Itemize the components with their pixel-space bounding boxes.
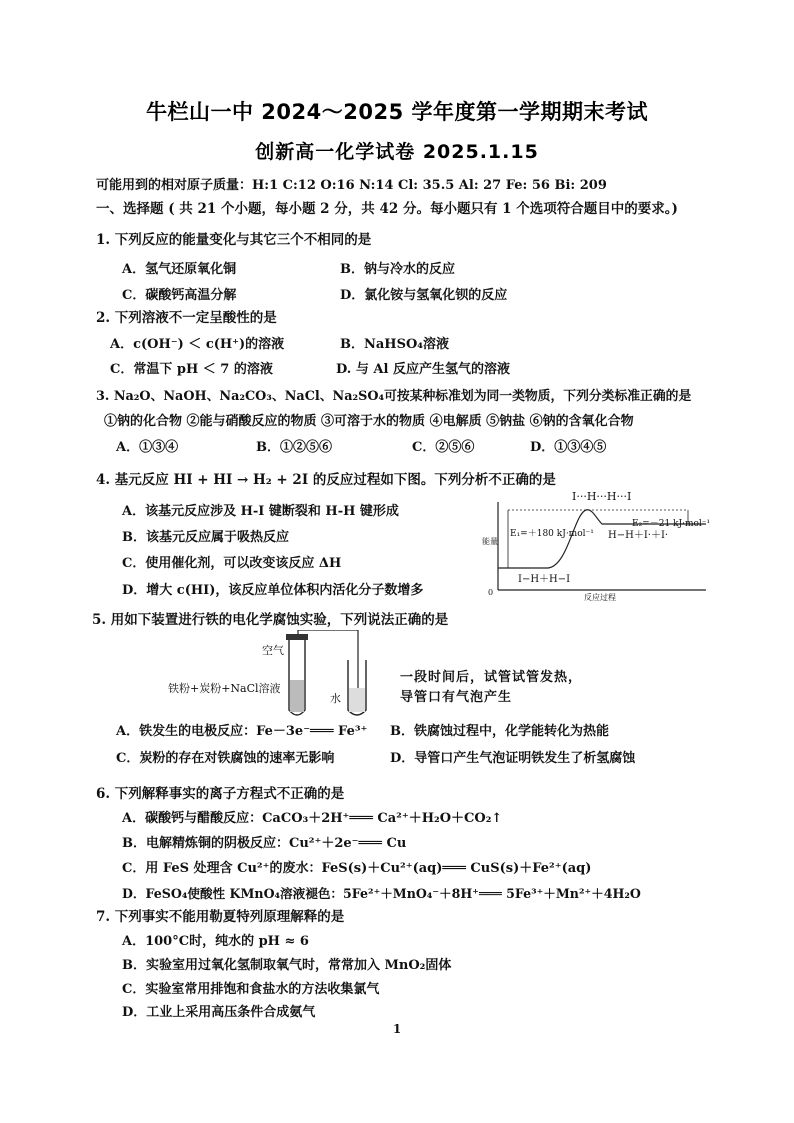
- water-level: [349, 688, 365, 712]
- stopper: [286, 634, 308, 640]
- question-1-option-d: D．氯化铵与氢氧化钡的反应: [340, 288, 508, 303]
- question-4-option-a: A．该基元反应涉及 H-I 键断裂和 H-H 键形成: [122, 504, 399, 519]
- e2-label: E₂=－21 kJ·mol⁻¹: [632, 519, 711, 529]
- question-5-stem: 5. 用如下装置进行铁的电化学腐蚀实验，下列说法正确的是: [92, 612, 449, 628]
- question-2-option-b: B．NaHSO₄溶液: [340, 337, 449, 352]
- section-heading: 一、选择题 ( 共 21 个小题，每小题 2 分，共 42 分。每小题只有 1 个选项符合题目中的要求。): [96, 201, 678, 217]
- atomic-masses: 可能用到的相对原子质量：H:1 C:12 O:16 N:14 Cl: 35.5 Al: 27 Fe: 56 Bi: 209: [96, 178, 607, 193]
- question-6-option-d: D．FeSO₄使酸性 KMnO₄溶液褪色：5Fe²⁺＋MnO₄⁻＋8H⁺═══ 5Fe³⁺＋Mn²⁺＋4H₂O: [122, 886, 641, 901]
- question-1-option-a: A．氢气还原氧化铜: [122, 262, 237, 277]
- observation-note-1: 一段时间后，试管试管发热，: [400, 670, 583, 685]
- air-label: 空气: [262, 644, 284, 657]
- question-2-option-a: A．c(OH⁻) ＜ c(H⁺)的溶液: [110, 337, 285, 352]
- products-label: H−H＋I·＋I·: [608, 530, 669, 541]
- x-axis-label: 反应过程: [584, 593, 616, 602]
- question-5-option-c: C．炭粉的存在对铁腐蚀的速率无影响: [116, 751, 335, 766]
- question-5-option-a: A．铁发生的电极反应：Fe－3e⁻═══ Fe³⁺: [116, 724, 368, 739]
- transition-state-label: I···H···H···I: [572, 490, 632, 503]
- question-4-option-c: C．使用催化剂，可以改变该反应 ΔH: [122, 556, 342, 571]
- reactants-label: I−H＋H−I: [518, 574, 571, 585]
- question-3-option-c: C．②⑤⑥: [412, 440, 475, 455]
- page-number: 1: [392, 1022, 402, 1036]
- observation-note-2: 导管口有气泡产生: [400, 690, 513, 705]
- question-6-stem: 6. 下列解释事实的离子方程式不正确的是: [96, 786, 345, 802]
- iron-mixture: [290, 680, 304, 712]
- question-6-option-c: C．用 FeS 处理含 Cu²⁺的废水：FeS(s)＋Cu²⁺(aq)═══ CuS(s)＋Fe²⁺(aq): [122, 861, 592, 876]
- question-4-option-b: B．该基元反应属于吸热反应: [122, 530, 289, 545]
- question-7-option-c: C．实验室常用排饱和食盐水的方法收集氯气: [122, 982, 380, 997]
- question-3-criteria: ①钠的化合物 ②能与硝酸反应的物质 ③可溶于水的物质 ④电解质 ⑤钠盐 ⑥钠的含氧化合物: [104, 414, 634, 429]
- exam-title: 牛栏山一中 2024～2025 学年度第一学期期末考试: [145, 100, 648, 124]
- mixture-label: 铁粉+炭粉+NaCl溶液: [168, 682, 281, 695]
- question-6-option-a: A．碳酸钙与醋酸反应：CaCO₃＋2H⁺═══ Ca²⁺＋H₂O＋CO₂↑: [122, 811, 503, 826]
- question-7-option-d: D．工业上采用高压条件合成氨气: [122, 1005, 316, 1020]
- origin-label: 0: [488, 588, 494, 597]
- y-axis-label: 能量: [482, 537, 498, 546]
- question-4-option-d: D．增大 c(HI)，该反应单位体积内活化分子数增多: [122, 583, 424, 598]
- question-3-option-b: B．①②⑤⑥: [256, 440, 332, 455]
- question-2-option-d: D. 与 Al 反应产生氢气的溶液: [336, 362, 510, 377]
- question-5-option-b: B．铁腐蚀过程中，化学能转化为热能: [390, 724, 609, 739]
- question-1-stem: 1. 下列反应的能量变化与其它三个不相同的是: [96, 232, 372, 248]
- question-1-option-c: C．碳酸钙高温分解: [122, 288, 237, 303]
- question-3-option-d: D．①③④⑤: [530, 440, 607, 455]
- question-2-option-c: C．常温下 pH ＜ 7 的溶液: [110, 362, 273, 377]
- energy-profile-diagram: [482, 490, 711, 602]
- corrosion-apparatus: [168, 630, 398, 720]
- question-3-option-a: A．①③④: [116, 440, 179, 455]
- question-3-stem: 3. Na₂O、NaOH、Na₂CO₃、NaCl、Na₂SO₄可按某种标准划为同一类物质，下列分类标准正确的是: [96, 389, 692, 404]
- water-label: 水: [330, 692, 341, 705]
- question-5-option-d: D．导管口产生气泡证明铁发生了析氢腐蚀: [390, 751, 636, 766]
- question-2-stem: 2. 下列溶液不一定呈酸性的是: [96, 310, 277, 326]
- question-6-option-b: B．电解精炼铜的阴极反应：Cu²⁺＋2e⁻═══ Cu: [122, 836, 407, 851]
- e1-label: E₁=＋180 kJ·mol⁻¹: [510, 529, 594, 539]
- question-7-stem: 7. 下列事实不能用勒夏特列原理解释的是: [96, 909, 345, 925]
- question-7-option-b: B．实验室用过氧化氢制取氧气时，常常加入 MnO₂固体: [122, 958, 452, 973]
- exam-subtitle: 创新高一化学试卷 2025.1.15: [255, 141, 539, 163]
- question-7-option-a: A．100°C时，纯水的 pH ≈ 6: [122, 934, 309, 949]
- question-4-stem: 4. 基元反应 HI + HI → H₂ + 2I 的反应过程如下图。下列分析不正确的是: [96, 472, 556, 488]
- question-1-option-b: B．钠与冷水的反应: [340, 262, 455, 277]
